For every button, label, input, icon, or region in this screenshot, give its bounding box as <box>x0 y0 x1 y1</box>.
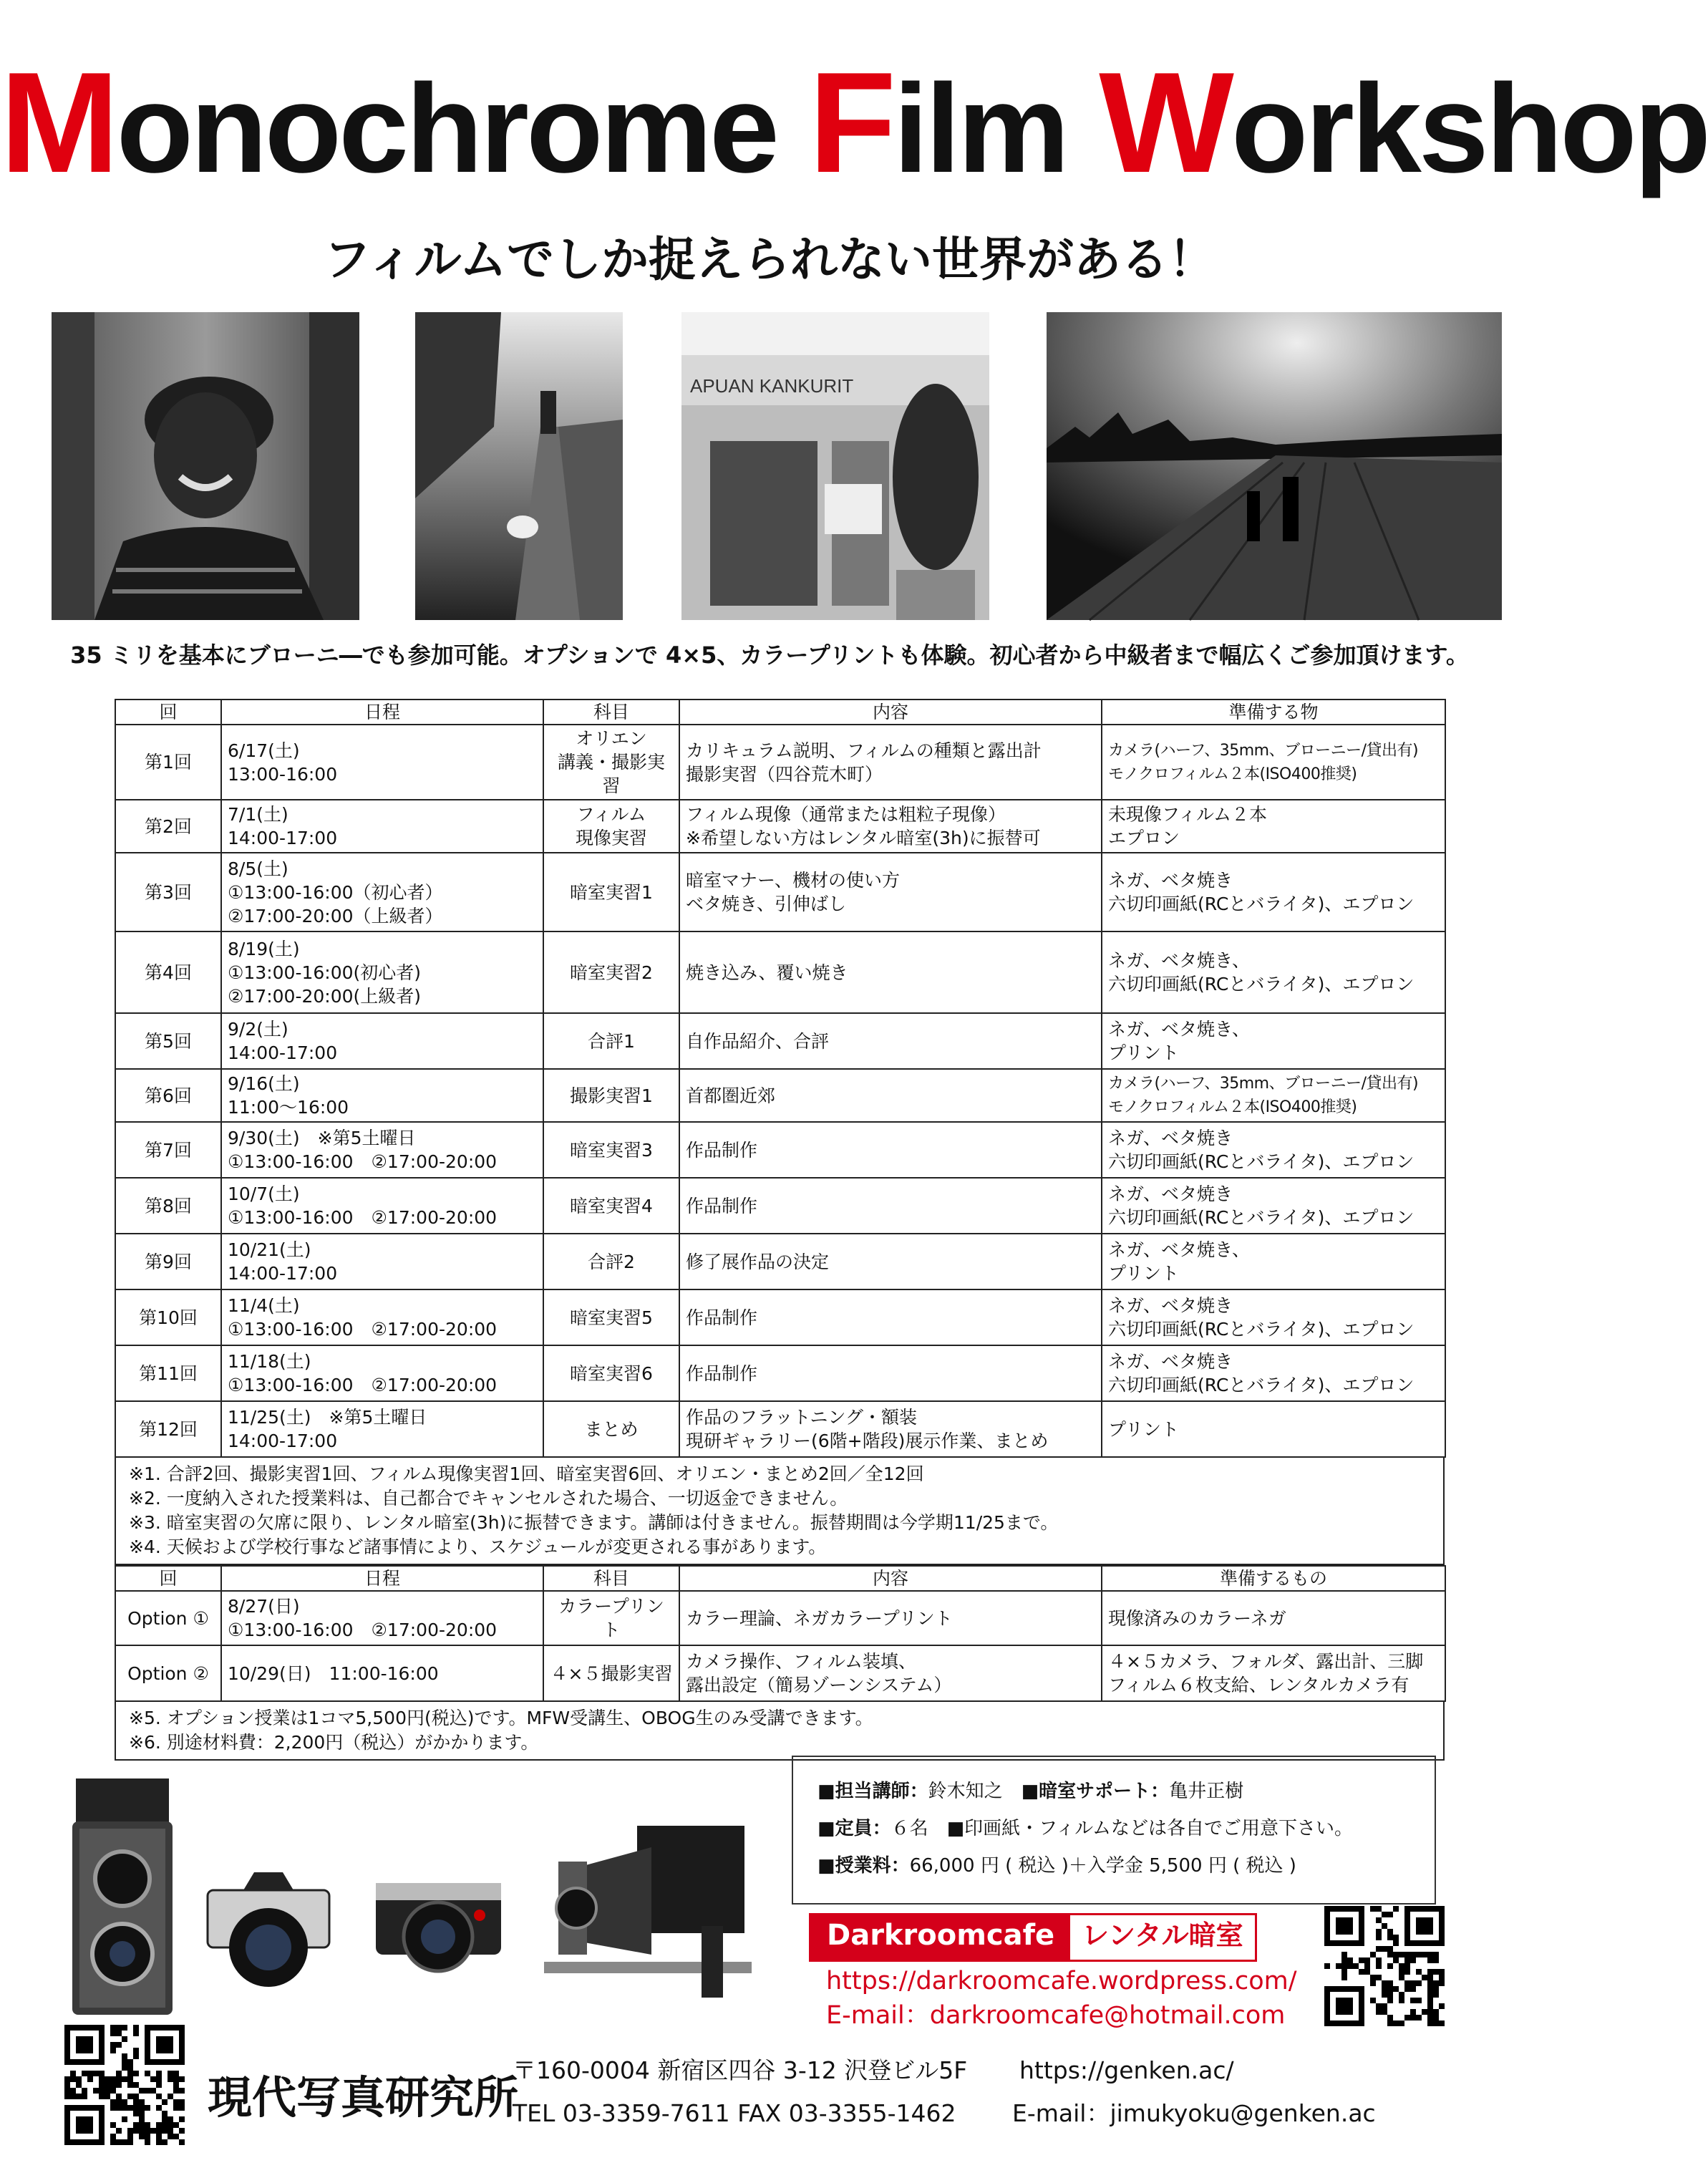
darkroomcafe-logo <box>809 1913 1257 1962</box>
school-name: 現代写真研究所 <box>208 2071 519 2124</box>
darkroomcafe-url-link[interactable]: https://darkroomcafe.wordpress.com/ <box>826 1967 1297 1995</box>
cell-subject: 暗室実習3 <box>543 1122 679 1178</box>
cell-date: 11/4(土) ①13:00-16:00 ②17:00-20:00 <box>221 1289 543 1345</box>
cell-prep: ネガ、ベタ焼き、 六切印画紙(RCとバライタ)、エプロン <box>1102 931 1445 1013</box>
cell-prep: ネガ、ベタ焼き 六切印画紙(RCとバライタ)、エプロン <box>1102 853 1445 931</box>
options-table <box>115 1565 1446 1702</box>
cell-content: 作品制作 <box>679 1345 1102 1401</box>
cell-date: 7/1(土) 14:00-17:00 <box>221 800 543 853</box>
support-name: 亀井正樹 <box>1169 1781 1244 1802</box>
cell-subject: 撮影実習1 <box>543 1069 679 1122</box>
photo-storefront <box>681 312 989 620</box>
info-line-capacity <box>817 1810 1410 1847</box>
fee-label: ■授業料： <box>817 1855 910 1877</box>
cell-date: 9/2(土) 14:00-17:00 <box>221 1013 543 1069</box>
cell-no: 第9回 <box>115 1234 221 1289</box>
darkroomcafe-qr-code[interactable] <box>1324 1906 1445 2026</box>
capacity-note: ■印画紙・フィルムなどは各自でご用意下さい。 <box>946 1818 1354 1839</box>
school-tel-fax: TEL 03-3359-7611 FAX 03-3355-1462 <box>513 2099 956 2127</box>
school-address: 〒160-0004 新宿区四谷 3-12 沢登ビル5F <box>513 2056 968 2084</box>
schedule-row <box>115 1069 1445 1122</box>
darkroomcafe-logo-text: Darkroomcafe <box>811 1915 1070 1960</box>
genken-qr-code[interactable] <box>64 2025 185 2145</box>
capacity-label: ■定員： <box>817 1818 891 1839</box>
page-title <box>0 43 1708 203</box>
schedule-row <box>115 1178 1445 1234</box>
cell-content: 作品制作 <box>679 1178 1102 1234</box>
cell-date: 8/5(土) ①13:00-16:00（初心者） ②17:00-20:00（上級者） <box>221 853 543 931</box>
schedule-row <box>115 800 1445 853</box>
note-line: ※6. 別途材料費：2,200円（税込）がかかります。 <box>129 1732 539 1753</box>
instructor-label: ■担当講師： <box>817 1781 928 1802</box>
cell-no: 第12回 <box>115 1401 221 1457</box>
opt-header-content: 内容 <box>679 1566 1102 1591</box>
schedule-row <box>115 725 1445 800</box>
note-line: ※5. オプション授業は1コマ5,500円(税込)です。MFW受講生、OBOG生のみ受講できます。 <box>129 1708 873 1728</box>
info-box <box>792 1756 1436 1905</box>
cell-subject: 暗室実習2 <box>543 931 679 1013</box>
schedule-row <box>115 1345 1445 1401</box>
cell-no: 第1回 <box>115 725 221 800</box>
cell-no: 第7回 <box>115 1122 221 1178</box>
cell-no: Option ② <box>115 1645 221 1701</box>
capacity-value: ６名 <box>891 1818 928 1839</box>
cell-no: 第2回 <box>115 800 221 853</box>
school-email-link[interactable]: E-mail：jimukyoku@genken.ac <box>1012 2099 1376 2127</box>
photo-city-pier <box>1047 312 1502 620</box>
schedule-row <box>115 1013 1445 1069</box>
cell-prep: カメラ(ハーフ、35mm、ブローニー/貸出有) モノクロフィルム２本(ISO400推奨) <box>1102 725 1445 800</box>
cell-content: 焼き込み、覆い焼き <box>679 931 1102 1013</box>
cell-date: 8/19(土) ①13:00-16:00(初心者) ②17:00-20:00(上級者) <box>221 931 543 1013</box>
cell-date: 10/21(土) 14:00-17:00 <box>221 1234 543 1289</box>
camera-large-format-image <box>544 1819 759 2012</box>
cell-no: 第6回 <box>115 1069 221 1122</box>
cell-content: 作品制作 <box>679 1289 1102 1345</box>
schedule-row <box>115 1234 1445 1289</box>
photo-dog-walk <box>415 312 623 620</box>
cell-content: カラー理論、ネガカラープリント <box>679 1591 1102 1645</box>
title-letter-w: W <box>1099 43 1231 203</box>
title-letter-f: F <box>808 43 893 203</box>
note-line: ※1. 合評2回、撮影実習1回、フィルム現像実習1回、暗室実習6回、オリエン・まとめ2回／全12回 <box>129 1463 924 1484</box>
schedule-table <box>115 699 1446 1458</box>
fee-value: 66,000 円 ( 税込 )＋入学金 5,500 円 ( 税込 ) <box>909 1855 1296 1877</box>
header-subject: 科目 <box>543 700 679 725</box>
cell-prep: ネガ、ベタ焼き 六切印画紙(RCとバライタ)、エプロン <box>1102 1178 1445 1234</box>
schedule-row <box>115 853 1445 931</box>
header-prep: 準備する物 <box>1102 700 1445 725</box>
cell-date: 10/7(土) ①13:00-16:00 ②17:00-20:00 <box>221 1178 543 1234</box>
note-line: ※3. 暗室実習の欠席に限り、レンタル暗室(3h)に振替できます。講師は付きません。振替期間は今学期11/25まで。 <box>129 1512 1059 1533</box>
schedule-header-row <box>115 700 1445 725</box>
cell-date: 11/25(土) ※第5土曜日 14:00-17:00 <box>221 1401 543 1457</box>
cell-subject: 暗室実習4 <box>543 1178 679 1234</box>
cell-no: 第4回 <box>115 931 221 1013</box>
schedule-row <box>115 1289 1445 1345</box>
schedule-row <box>115 1401 1445 1457</box>
cell-content: 修了展作品の決定 <box>679 1234 1102 1289</box>
cell-subject: 合評2 <box>543 1234 679 1289</box>
opt-header-prep: 準備するもの <box>1102 1566 1445 1591</box>
header-date: 日程 <box>221 700 543 725</box>
darkroomcafe-email-link[interactable]: E-mail：darkroomcafe@hotmail.com <box>826 2001 1286 2030</box>
cell-prep: ４×５カメラ、フォルダ、露出計、三脚 フィルム６枚支給、レンタルカメラ有 <box>1102 1645 1445 1701</box>
header-no: 回 <box>115 700 221 725</box>
option-row <box>115 1645 1445 1701</box>
option-row <box>115 1591 1445 1645</box>
cell-prep: ネガ、ベタ焼き 六切印画紙(RCとバライタ)、エプロン <box>1102 1289 1445 1345</box>
subtitle: フィルムでしか捉えられない世界がある！ <box>323 232 1216 287</box>
schedule-row <box>115 1122 1445 1178</box>
cell-subject: 暗室実習1 <box>543 853 679 931</box>
cell-prep: 現像済みのカラーネガ <box>1102 1591 1445 1645</box>
cell-content: 自作品紹介、合評 <box>679 1013 1102 1069</box>
cell-prep: ネガ、ベタ焼き、 プリント <box>1102 1013 1445 1069</box>
cell-date: 9/16(土) 11:00～16:00 <box>221 1069 543 1122</box>
cell-prep: ネガ、ベタ焼き、 プリント <box>1102 1234 1445 1289</box>
schedule-notes <box>115 1458 1445 1565</box>
cell-content: 暗室マナー、機材の使い方 ベタ焼き、引伸ばし <box>679 853 1102 931</box>
cell-subject: 合評1 <box>543 1013 679 1069</box>
cell-no: 第5回 <box>115 1013 221 1069</box>
cell-prep: 未現像フィルム２本 エプロン <box>1102 800 1445 853</box>
cell-no: 第3回 <box>115 853 221 931</box>
cell-prep: カメラ(ハーフ、35mm、ブローニー/貸出有) モノクロフィルム２本(ISO400推奨) <box>1102 1069 1445 1122</box>
sign-text: APUAN KANKURIT <box>690 375 854 397</box>
cell-prep: ネガ、ベタ焼き 六切印画紙(RCとバライタ)、エプロン <box>1102 1122 1445 1178</box>
cell-prep: プリント <box>1102 1401 1445 1457</box>
camera-slr-image <box>200 1869 333 1990</box>
header-content: 内容 <box>679 700 1102 725</box>
cell-date: 11/18(土) ①13:00-16:00 ②17:00-20:00 <box>221 1345 543 1401</box>
cell-content: 作品制作 <box>679 1122 1102 1178</box>
note-line: ※2. 一度納入された授業料は、自己都合でキャンセルされた場合、一切返金できません。 <box>129 1488 848 1509</box>
cell-date: 6/17(土) 13:00-16:00 <box>221 725 543 800</box>
cell-no: 第8回 <box>115 1178 221 1234</box>
cell-content: カメラ操作、フィルム装填、 露出設定（簡易ゾーンシステム） <box>679 1645 1102 1701</box>
cell-subject: 暗室実習5 <box>543 1289 679 1345</box>
cell-date: 9/30(土) ※第5土曜日 ①13:00-16:00 ②17:00-20:00 <box>221 1122 543 1178</box>
cell-no: Option ① <box>115 1591 221 1645</box>
camera-tlr-image <box>62 1778 183 2015</box>
cell-prep: ネガ、ベタ焼き 六切印画紙(RCとバライタ)、エプロン <box>1102 1345 1445 1401</box>
cell-subject: カラープリント <box>543 1591 679 1645</box>
cell-content: カリキュラム説明、フィルムの種類と露出計 撮影実習（四谷荒木町） <box>679 725 1102 800</box>
instructor-name: 鈴木知之 <box>928 1781 1003 1802</box>
opt-header-date: 日程 <box>221 1566 543 1591</box>
cell-content: フィルム現像（通常または粗粒子現像） ※希望しない方はレンタル暗室(3h)に振替可 <box>679 800 1102 853</box>
cell-date: 8/27(日) ①13:00-16:00 ②17:00-20:00 <box>221 1591 543 1645</box>
cell-content: 首都圏近郊 <box>679 1069 1102 1122</box>
photo-portrait <box>52 312 359 620</box>
cell-content: 作品のフラットニング・額装 現研ギャラリー(6階+階段)展示作業、まとめ <box>679 1401 1102 1457</box>
opt-header-subject: 科目 <box>543 1566 679 1591</box>
opt-header-no: 回 <box>115 1566 221 1591</box>
cell-subject: 暗室実習6 <box>543 1345 679 1401</box>
note-line: ※4. 天候および学校行事など諸事情により、スケジュールが変更される事があります。 <box>129 1536 827 1557</box>
intro-text: 35 ミリを基本にブローニ―でも参加可能。オプションで 4×5、カラープリントも体験。初心者から中級者まで幅広くご参加頂けます。 <box>70 642 1469 669</box>
title-word-2: ilm <box>893 59 1100 199</box>
info-line-instructor <box>817 1773 1410 1810</box>
title-letter-m: M <box>0 43 117 203</box>
camera-rangefinder-image <box>372 1876 505 1983</box>
title-word-1: onochrome <box>116 59 809 199</box>
cell-subject: ４×５撮影実習 <box>543 1645 679 1701</box>
cell-date: 10/29(日) 11:00-16:00 <box>221 1645 543 1701</box>
cell-subject: オリエン 講義・撮影実習 <box>543 725 679 800</box>
rental-darkroom-text: レンタル暗室 <box>1070 1915 1255 1960</box>
school-website-link[interactable]: https://genken.ac/ <box>1019 2056 1234 2084</box>
info-line-fee <box>817 1847 1410 1884</box>
options-notes <box>115 1702 1445 1761</box>
title-word-3: orkshop <box>1231 59 1708 199</box>
schedule-row <box>115 931 1445 1013</box>
cell-no: 第10回 <box>115 1289 221 1345</box>
cell-subject: まとめ <box>543 1401 679 1457</box>
cell-no: 第11回 <box>115 1345 221 1401</box>
options-header-row <box>115 1566 1445 1591</box>
support-label: ■暗室サポート： <box>1021 1781 1170 1802</box>
cell-subject: フィルム 現像実習 <box>543 800 679 853</box>
